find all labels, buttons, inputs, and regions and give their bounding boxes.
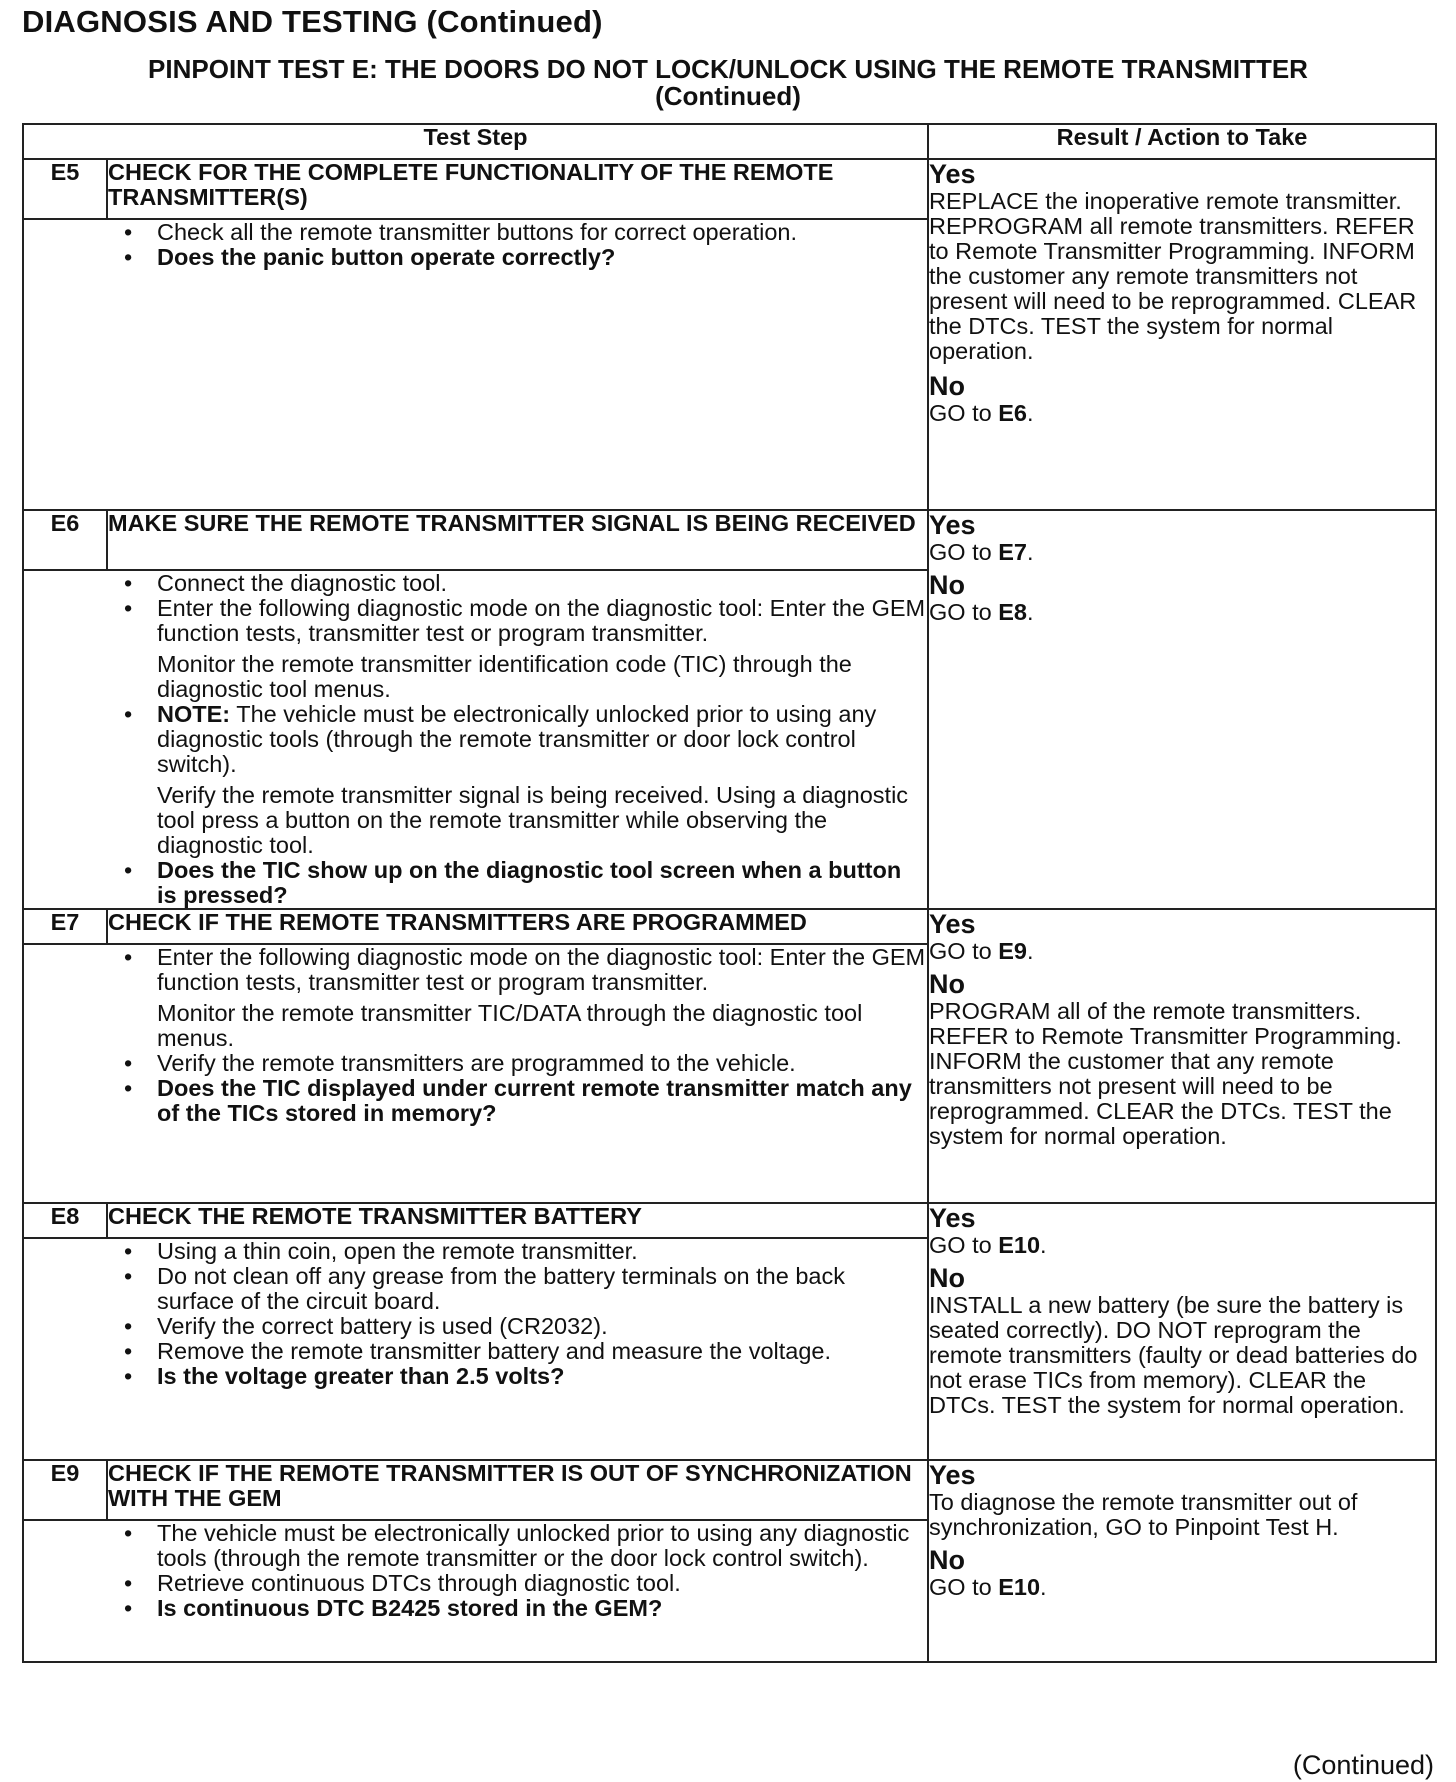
yes-label: Yes bbox=[929, 510, 976, 540]
step-title-row bbox=[23, 1460, 1436, 1520]
step-result bbox=[928, 909, 1436, 1203]
list-item: • Check all the remote transmitter buttons for correct operation. bbox=[157, 220, 927, 245]
step-procedure bbox=[23, 1238, 928, 1460]
yes-label: Yes bbox=[929, 909, 976, 939]
list-item: Monitor the remote transmitter TIC/DATA through the diagnostic tool menus. bbox=[157, 1000, 863, 1051]
column-header-test-step: Test Step bbox=[23, 124, 928, 159]
step-title: MAKE SURE THE REMOTE TRANSMITTER SIGNAL IS BEING RECEIVED bbox=[107, 510, 928, 570]
step-result bbox=[928, 1460, 1436, 1662]
list-item: • Is continuous DTC B2425 stored in the GEM? bbox=[157, 1596, 927, 1621]
yes-action: REPLACE the inoperative remote transmitter. REPROGRAM all remote transmitters. REFER to Remote Transmitter Programming. INFORM the customer any remote transmitters not present will need to be reprogrammed. CLEAR the DTCs. TEST the system for normal operation. bbox=[929, 188, 1417, 364]
yes-action: To diagnose the remote transmitter out of synchronization, GO to Pinpoint Test H. bbox=[929, 1489, 1358, 1540]
no-action: GO to E8. bbox=[929, 599, 1034, 625]
pinpoint-test-table bbox=[22, 123, 1437, 1663]
list-item: • Verify the correct battery is used (CR2032). bbox=[157, 1314, 927, 1339]
step-id: E7 bbox=[23, 909, 107, 944]
subtitle-line-1: PINPOINT TEST E: THE DOORS DO NOT LOCK/UNLOCK USING THE REMOTE TRANSMITTER bbox=[148, 54, 1308, 84]
step-id: E6 bbox=[23, 510, 107, 570]
list-item: • NOTE: The vehicle must be electronically unlocked prior to using any diagnostic tools (through the remote transmitter or door lock control switch). bbox=[157, 702, 927, 777]
yes-label: Yes bbox=[929, 159, 976, 189]
yes-label: Yes bbox=[929, 1203, 976, 1233]
list-item: • Enter the following diagnostic mode on the diagnostic tool: Enter the GEM function tests, transmitter test or program transmitter. bbox=[157, 596, 927, 646]
pinpoint-test-title bbox=[22, 56, 1434, 110]
list-item: • Does the panic button operate correctly? bbox=[157, 245, 927, 270]
step-title-row bbox=[23, 909, 1436, 944]
list-item: • Is the voltage greater than 2.5 volts? bbox=[157, 1364, 927, 1389]
table-header-row bbox=[23, 124, 1436, 159]
yes-action: GO to E7. bbox=[929, 539, 1034, 565]
step-title: CHECK IF THE REMOTE TRANSMITTER IS OUT OF SYNCHRONIZATION WITH THE GEM bbox=[107, 1460, 928, 1520]
list-item: • Enter the following diagnostic mode on the diagnostic tool: Enter the GEM function tests, transmitter test or program transmitter. bbox=[157, 945, 927, 995]
yes-label: Yes bbox=[929, 1460, 976, 1490]
list-item: • The vehicle must be electronically unlocked prior to using any diagnostic tools (through the remote transmitter or the door lock control switch). bbox=[157, 1521, 927, 1571]
no-label: No bbox=[929, 969, 965, 999]
no-label: No bbox=[929, 570, 965, 600]
step-title: CHECK FOR THE COMPLETE FUNCTIONALITY OF THE REMOTE TRANSMITTER(S) bbox=[107, 159, 928, 219]
list-item: • Retrieve continuous DTCs through diagnostic tool. bbox=[157, 1571, 927, 1596]
no-label: No bbox=[929, 1263, 965, 1293]
list-item: • Using a thin coin, open the remote transmitter. bbox=[157, 1239, 927, 1264]
continued-footer: (Continued) bbox=[1292, 1750, 1434, 1780]
no-label: No bbox=[929, 1545, 965, 1575]
yes-action: GO to E10. bbox=[929, 1232, 1047, 1258]
step-result bbox=[928, 510, 1436, 909]
list-item: • Does the TIC show up on the diagnostic tool screen when a button is pressed? bbox=[157, 858, 927, 908]
step-title: CHECK IF THE REMOTE TRANSMITTERS ARE PROGRAMMED bbox=[107, 909, 928, 944]
step-title-row bbox=[23, 159, 1436, 219]
no-action: PROGRAM all of the remote transmitters. REFER to Remote Transmitter Programming. INFORM the customer that any remote transmitters not present will need to be reprogrammed. CLEAR the DTCs. TEST the system for normal operation. bbox=[929, 998, 1402, 1149]
step-procedure bbox=[23, 944, 928, 1203]
no-action: GO to E10. bbox=[929, 1574, 1047, 1600]
list-item: • Connect the diagnostic tool. bbox=[157, 571, 927, 596]
step-result bbox=[928, 159, 1436, 510]
yes-action: GO to E9. bbox=[929, 938, 1034, 964]
list-item: • Does the TIC displayed under current remote transmitter match any of the TICs stored in memory? bbox=[157, 1076, 927, 1126]
step-title-row bbox=[23, 1203, 1436, 1238]
list-item: • Do not clean off any grease from the battery terminals on the back surface of the circuit board. bbox=[157, 1264, 927, 1314]
no-action: GO to E6. bbox=[929, 400, 1034, 426]
step-id: E8 bbox=[23, 1203, 107, 1238]
list-item: Monitor the remote transmitter identification code (TIC) through the diagnostic tool menus. bbox=[157, 651, 852, 702]
column-header-result: Result / Action to Take bbox=[928, 124, 1436, 159]
step-title: CHECK THE REMOTE TRANSMITTER BATTERY bbox=[107, 1203, 928, 1238]
step-result bbox=[928, 1203, 1436, 1460]
step-id: E5 bbox=[23, 159, 107, 219]
no-action: INSTALL a new battery (be sure the battery is seated correctly). DO NOT reprogram the remote transmitters (faulty or dead batteries do not erase TICs from memory). CLEAR the DTCs. TEST the system for normal operation. bbox=[929, 1292, 1418, 1418]
step-procedure bbox=[23, 1520, 928, 1662]
no-label: No bbox=[929, 371, 965, 401]
step-id: E9 bbox=[23, 1460, 107, 1520]
list-item: • Remove the remote transmitter battery and measure the voltage. bbox=[157, 1339, 927, 1364]
page-title: DIAGNOSIS AND TESTING (Continued) bbox=[22, 4, 603, 39]
step-procedure bbox=[23, 570, 928, 909]
subtitle-line-2: (Continued) bbox=[655, 81, 801, 111]
list-item: Verify the remote transmitter signal is being received. Using a diagnostic tool press a button on the remote transmitter while observing the diagnostic tool. bbox=[157, 782, 909, 858]
list-item: • Verify the remote transmitters are programmed to the vehicle. bbox=[157, 1051, 927, 1076]
step-title-row bbox=[23, 510, 1436, 570]
step-procedure bbox=[23, 219, 928, 510]
